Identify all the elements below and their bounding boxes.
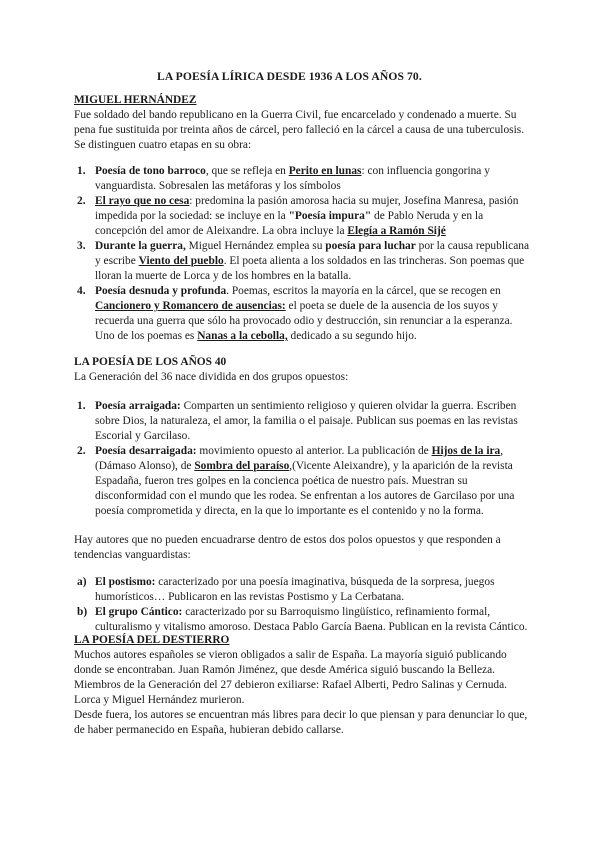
list-item: 1. Poesía de tono barroco, que se refleja en Perito en lunas: con influencia gongorina y vanguardista. Sobresalen las metáforas y los símbolos [77, 165, 490, 192]
list-number: 2. [77, 195, 86, 207]
list-number: 3. [77, 240, 86, 252]
list-item: 4. Poesía desnuda y profunda. Poemas, escritos la mayoría en la cárcel, que se recogen en Cancionero y Romancero de ausencias: el poeta se duele de la ausencia de los suyos y recuerda una guerra que sólo ha provocado odio y destrucción, sin renunciar a la esperanza. Uno de los poemas es Nanas a la cebolla, dedicado a su segundo hijo. [77, 285, 513, 342]
work-title: Elegía a Ramón Sijé [347, 225, 446, 237]
work-title: Cancionero y Romancero de ausencias: [95, 300, 286, 312]
page-title: LA POESÍA LÍRICA DESDE 1936 A LOS AÑOS 70. [157, 70, 422, 83]
bold-term: Poesía arraigada: [95, 400, 181, 412]
list-item: 2. El rayo que no cesa: predomina la pasión amorosa hacia su mujer, Josefina Manresa, pasión impedida por la sociedad: se incluye en la "Poesía impura" de Pablo Neruda y en la concepción del amor de Aleixandre. La obra incluye la Elegía a Ramón Sijé [77, 195, 519, 237]
section-anos-40 [74, 355, 530, 385]
bold-term: "Poesía impura" [288, 210, 372, 222]
bold-term: Poesía de tono barroco [95, 165, 206, 177]
work-title: Nanas a la cebolla, [197, 330, 288, 342]
list-number: 1. [77, 400, 86, 412]
bold-term: El postismo: [95, 576, 156, 588]
bold-term: Poesía desarraigada: [95, 445, 197, 457]
list-item: 2. Poesía desarraigada: movimiento opuesto al anterior. La publicación de Hijos de la ira,(Dámaso Alonso), de Sombra del paraíso,(Vicente Aleixandre), y la aparición de la revista Espadaña, fueron tres golpes en la concienca poética de nuestro país. Muestran su disconformidad con el mundo que les rodea. Se enfrentan a los autores de Garcilaso por una poesía comprometida y directa, en la que lo importante es el contenido y no la forma. [77, 445, 515, 517]
list-letter: b) [77, 606, 88, 618]
bold-term: Poesía desnuda y profunda [95, 285, 227, 297]
work-title: Perito en lunas [288, 165, 362, 177]
paragraph-others [74, 533, 530, 563]
section-heading: LA POESÍA DEL DESTIERRO [74, 634, 230, 646]
work-title: Hijos de la ira [431, 445, 501, 457]
bold-term: poesía para luchar [325, 240, 416, 252]
list-number: 1. [77, 165, 86, 177]
list-letter: a) [77, 576, 87, 588]
section-miguel-hernandez [74, 93, 530, 153]
paragraph: Desde fuera, los autores se encuentran más libres para decir lo que piensan y para denunciar lo que, de haber permanecido en España, hubieran debido callarse. [74, 709, 528, 736]
work-title: El rayo que no cesa [95, 195, 190, 207]
list-item: 1. Poesía arraigada: Comparten un sentimiento religioso y quieren olvidar la guerra. Escriben sobre Dios, la naturaleza, el amor, la familia o el paisaje. Publican sus poemas en las revistas Escorial y Garcilaso. [77, 400, 518, 442]
miguel-stages-list [74, 164, 530, 344]
bold-term: El grupo Cántico: [95, 606, 183, 618]
section-destierro [74, 633, 530, 738]
list-number: 2. [77, 445, 86, 457]
bold-term: Durante la guerra, [95, 240, 186, 252]
paragraph: Hay autores que no pueden encuadrarse dentro de estos dos polos opuestos y que responden a tendencias vanguardistas: [74, 534, 501, 561]
list-number: 4. [77, 285, 86, 297]
list-item: a) El postismo: caracterizado por una poesía imaginativa, búsqueda de la sorpresa, juegos humorísticos… Publicaron en las revistas Postismo y La Cerbatana. [77, 576, 495, 603]
poetry-groups-list [74, 399, 530, 519]
work-title: Viento del pueblo [138, 255, 224, 267]
list-item: 3. Durante la guerra, Miguel Hernández emplea su poesía para luchar por la causa republicana y escribe Viento del pueblo. El poeta alienta a los soldados en las trincheras. Son poemas que lloran la muerte de Lorca y de los hombres en la batalla. [77, 240, 530, 282]
work-title: Sombra del paraíso [194, 460, 290, 472]
list-item: b) El grupo Cántico: caracterizado por su Barroquismo lingüístico, refinamiento formal, culturalismo y vitalismo amoroso. Destaca Pablo García Baena. Publican en la revista Cántico. [77, 606, 528, 633]
vanguard-trends-list [74, 575, 530, 635]
section-heading: LA POESÍA DE LOS AÑOS 40 [74, 356, 227, 368]
section-heading: MIGUEL HERNÁNDEZ [74, 94, 197, 106]
paragraph: La Generación del 36 nace dividida en dos grupos opuestos: [74, 371, 349, 383]
paragraph: Muchos autores españoles se vieron obligados a salir de España. La mayoría siguió publicando donde se encontraban. Juan Ramón Jiménez, que desde América siguió buscando la Belleza. Miembros de la Generación del 27 debieron exiliarse: Rafael Alberti, Pedro Salinas y Cernuda. Lorca y Miguel Hernández murieron. [74, 649, 508, 706]
paragraph: Fue soldado del bando republicano en la Guerra Civil, fue encarcelado y condenado a muerte. Su pena fue sustituida por treinta años de cárcel, pero falleció en la cárcel a causa de una tuberculosis. Se distinguen cuatro etapas en su obra: [74, 109, 525, 151]
